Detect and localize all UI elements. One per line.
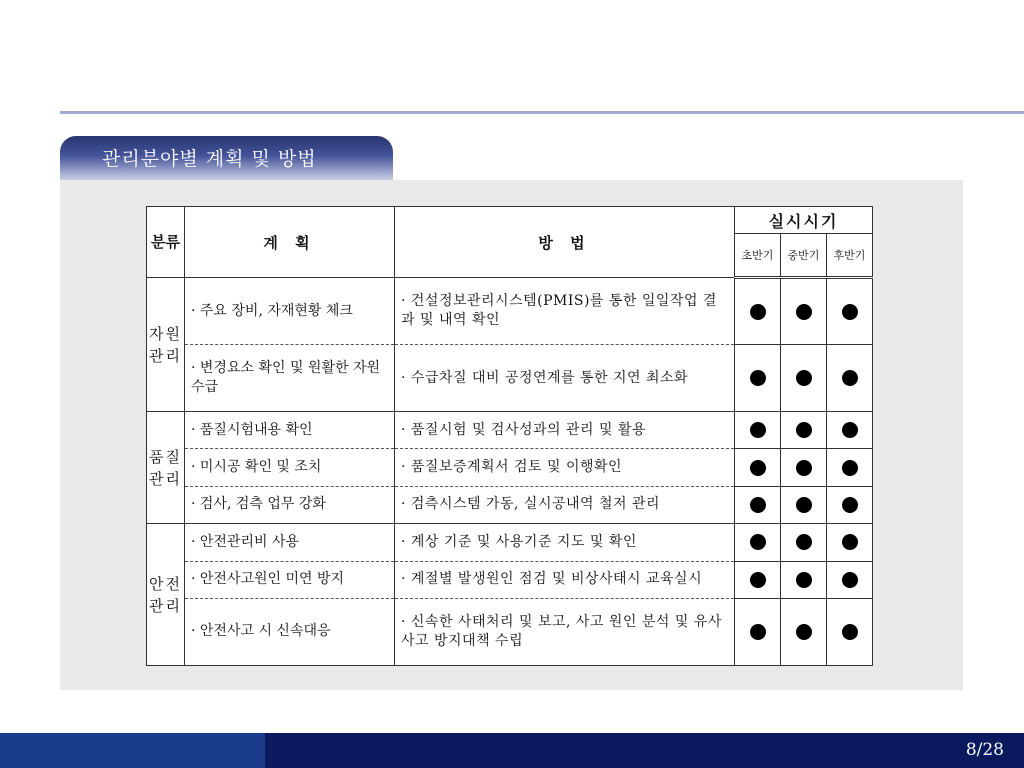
late-cell (827, 449, 873, 486)
early-cell (735, 449, 781, 486)
filled-circle-icon (796, 304, 812, 320)
table-row (147, 278, 873, 345)
plan-table-container (146, 206, 872, 666)
plan-cell: · 주요 장비, 자재현황 체크 (185, 278, 395, 345)
early-cell (735, 598, 781, 665)
table-row (147, 345, 873, 412)
filled-circle-icon (750, 370, 766, 386)
early-cell (735, 524, 781, 561)
early-cell (735, 561, 781, 598)
header-early: 초반기 (735, 234, 781, 278)
header-timing: 실시시기 (735, 207, 873, 234)
table-row (147, 524, 873, 561)
filled-circle-icon (796, 624, 812, 640)
category-safety (147, 524, 185, 666)
header-method: 방 법 (395, 207, 735, 278)
table-row (147, 412, 873, 449)
plan-cell: · 품질시험내용 확인 (185, 412, 395, 449)
method-cell: · 품질시험 및 검사성과의 관리 및 활용 (395, 412, 735, 449)
plan-cell: · 안전관리비 사용 (185, 524, 395, 561)
table-row (147, 486, 873, 523)
method-cell: · 수급차질 대비 공정연계를 통한 지연 최소화 (395, 345, 735, 412)
filled-circle-icon (842, 624, 858, 640)
middle-cell (781, 598, 827, 665)
late-cell (827, 345, 873, 412)
category-quality (147, 412, 185, 524)
filled-circle-icon (842, 460, 858, 476)
table-row (147, 598, 873, 665)
filled-circle-icon (842, 304, 858, 320)
plan-cell: · 안전사고원인 미연 방지 (185, 561, 395, 598)
header-plan: 계 획 (185, 207, 395, 278)
filled-circle-icon (750, 304, 766, 320)
filled-circle-icon (842, 497, 858, 513)
middle-cell (781, 561, 827, 598)
late-cell (827, 524, 873, 561)
filled-circle-icon (750, 422, 766, 438)
method-cell: · 검측시스템 가동, 실시공내역 철저 관리 (395, 486, 735, 523)
filled-circle-icon (796, 497, 812, 513)
filled-circle-icon (796, 572, 812, 588)
category-label: 품질관리 (149, 447, 182, 488)
filled-circle-icon (796, 422, 812, 438)
plan-cell: · 변경요소 확인 및 원활한 자원 수급 (185, 345, 395, 412)
late-cell (827, 598, 873, 665)
middle-cell (781, 412, 827, 449)
plan-cell: · 미시공 확인 및 조치 (185, 449, 395, 486)
early-cell (735, 412, 781, 449)
late-cell (827, 486, 873, 523)
filled-circle-icon (842, 572, 858, 588)
header-category: 분류 (147, 207, 185, 278)
filled-circle-icon (796, 534, 812, 550)
plan-table (146, 206, 873, 666)
header-late: 후반기 (827, 234, 873, 278)
late-cell (827, 561, 873, 598)
filled-circle-icon (796, 370, 812, 386)
method-cell: · 계상 기준 및 사용기준 지도 및 확인 (395, 524, 735, 561)
header-middle: 중반기 (781, 234, 827, 278)
table-row (147, 561, 873, 598)
section-title: 관리분야별 계획 및 방법 (102, 148, 317, 170)
early-cell (735, 345, 781, 412)
filled-circle-icon (842, 422, 858, 438)
middle-cell (781, 486, 827, 523)
filled-circle-icon (796, 460, 812, 476)
filled-circle-icon (750, 624, 766, 640)
footer-accent (0, 733, 265, 768)
method-cell: · 계절별 발생원인 점검 및 비상사태시 교육실시 (395, 561, 735, 598)
category-label: 자원관리 (149, 324, 182, 365)
footer-bar (0, 733, 1024, 768)
category-resource (147, 278, 185, 412)
filled-circle-icon (750, 497, 766, 513)
filled-circle-icon (842, 534, 858, 550)
late-cell (827, 412, 873, 449)
filled-circle-icon (842, 370, 858, 386)
section-tab (60, 136, 393, 180)
category-label: 안전관리 (149, 574, 182, 615)
middle-cell (781, 524, 827, 561)
early-cell (735, 278, 781, 345)
early-cell (735, 486, 781, 523)
plan-cell: · 안전사고 시 신속대응 (185, 598, 395, 665)
table-row (147, 449, 873, 486)
middle-cell (781, 278, 827, 345)
method-cell: · 신속한 사태처리 및 보고, 사고 원인 분석 및 유사사고 방지대책 수립 (395, 598, 735, 665)
plan-cell: · 검사, 검측 업무 강화 (185, 486, 395, 523)
middle-cell (781, 345, 827, 412)
page-number: 8/28 (965, 740, 1004, 760)
header-divider (60, 111, 1024, 114)
filled-circle-icon (750, 572, 766, 588)
late-cell (827, 278, 873, 345)
middle-cell (781, 449, 827, 486)
filled-circle-icon (750, 534, 766, 550)
method-cell: · 품질보증계획서 검토 및 이행확인 (395, 449, 735, 486)
filled-circle-icon (750, 460, 766, 476)
method-cell: · 건설정보관리시스템(PMIS)를 통한 일일작업 결과 및 내역 확인 (395, 278, 735, 345)
